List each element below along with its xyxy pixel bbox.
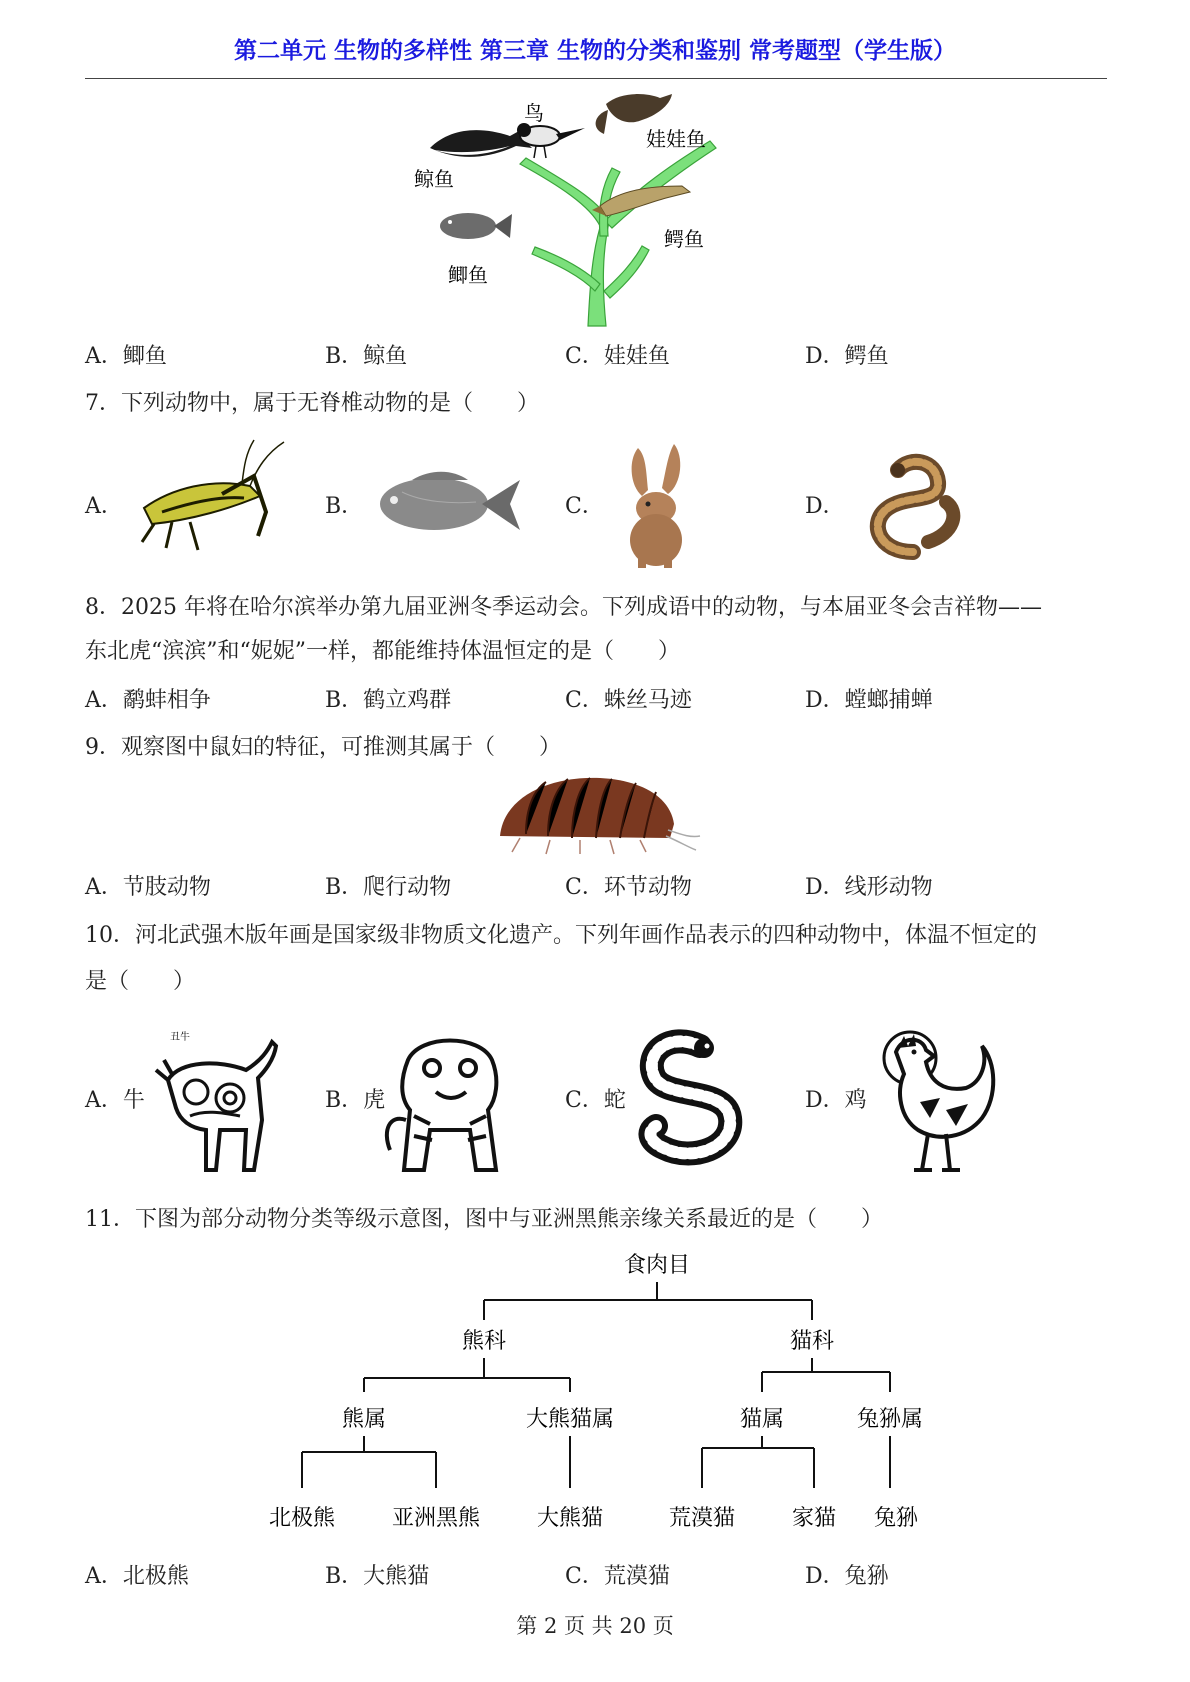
tree-family-cat: 猫科 bbox=[789, 1329, 835, 1354]
q6-option-d[interactable]: D．鳄鱼 bbox=[805, 344, 889, 369]
q8-option-a[interactable]: A．鹬蚌相争 bbox=[85, 688, 211, 713]
q9-option-a[interactable]: A．节肢动物 bbox=[85, 875, 211, 900]
q11-option-a[interactable]: A．北极熊 bbox=[85, 1564, 189, 1589]
tree-branch-left-high bbox=[520, 158, 608, 226]
tree-branch-right-low bbox=[604, 246, 649, 298]
q7-option-d-letter[interactable]: D． bbox=[805, 494, 845, 519]
tree-species-giant-panda: 大熊猫 bbox=[536, 1506, 604, 1531]
q9-option-d[interactable]: D．线形动物 bbox=[805, 875, 933, 900]
page-footer: 第 2 页 共 20 页 bbox=[516, 1614, 674, 1638]
q8-option-b[interactable]: B．鹤立鸡群 bbox=[325, 688, 452, 713]
q7-option-c-letter[interactable]: C． bbox=[565, 494, 604, 519]
tree-species-polar-bear: 北极熊 bbox=[268, 1506, 336, 1531]
q10-option-c[interactable]: C．蛇 bbox=[565, 1088, 626, 1113]
tree-species-pallas-cat: 兔狲 bbox=[873, 1506, 919, 1531]
tree-family-bear: 熊科 bbox=[461, 1329, 507, 1354]
ox-woodblock-icon bbox=[150, 1020, 280, 1180]
header-divider bbox=[85, 78, 1107, 79]
svg-text:丑牛: 丑牛 bbox=[170, 1032, 190, 1043]
woodlouse-icon bbox=[490, 768, 700, 858]
q10-option-b[interactable]: B．虎 bbox=[325, 1088, 386, 1113]
q10-stem-line2: 是（ ） bbox=[85, 969, 196, 994]
q11-option-b[interactable]: B．大熊猫 bbox=[325, 1564, 430, 1589]
tree-species-desert-cat: 荒漠猫 bbox=[668, 1506, 736, 1531]
fish-icon[interactable] bbox=[372, 462, 522, 547]
q11-option-d[interactable]: D．兔狲 bbox=[805, 1564, 889, 1589]
tree-genus-otocolobus: 兔狲属 bbox=[856, 1407, 924, 1432]
q6-tree-figure bbox=[414, 86, 800, 331]
tree-genus-felis: 猫属 bbox=[739, 1407, 785, 1432]
tree-genus-ursus: 熊属 bbox=[341, 1407, 387, 1432]
tiger-woodblock-icon bbox=[380, 1020, 520, 1180]
q10-stem-line1: 10．河北武强木版年画是国家级非物质文化遗产。下列年画作品表示的四种动物中，体温不恒定的 bbox=[85, 923, 1037, 948]
q8-option-c[interactable]: C．蛛丝马迹 bbox=[565, 688, 692, 713]
q7-option-b-letter[interactable]: B． bbox=[325, 494, 364, 519]
q7-option-a-letter[interactable]: A． bbox=[85, 494, 123, 519]
label-crucian: 鲫鱼 bbox=[448, 263, 488, 287]
whale-icon bbox=[430, 126, 532, 157]
tree-branch-right-high bbox=[605, 141, 716, 228]
q8-stem-line1: 8．2025 年将在哈尔滨举办第九届亚洲冬季运动会。下列成语中的动物，与本届亚冬会吉祥物—— bbox=[85, 595, 1042, 620]
rooster-woodblock-icon bbox=[870, 1022, 1000, 1182]
q9-option-b[interactable]: B．爬行动物 bbox=[325, 875, 452, 900]
q11-option-c[interactable]: C．荒漠猫 bbox=[565, 1564, 670, 1589]
tree-species-asian-black-bear: 亚洲黑熊 bbox=[391, 1506, 481, 1531]
q8-option-d[interactable]: D．螳螂捕蝉 bbox=[805, 688, 933, 713]
snake-icon[interactable] bbox=[858, 442, 968, 562]
classification-tree bbox=[250, 1240, 950, 1550]
crucian-carp-icon bbox=[440, 213, 512, 239]
q9-option-c[interactable]: C．环节动物 bbox=[565, 875, 692, 900]
tree-order: 食肉目 bbox=[623, 1253, 691, 1278]
tree-branch-left-low bbox=[532, 247, 600, 291]
q7-stem: 7．下列动物中，属于无脊椎动物的是（ ） bbox=[85, 391, 539, 416]
q11-stem: 11．下图为部分动物分类等级示意图，图中与亚洲黑熊亲缘关系最近的是（ ） bbox=[85, 1207, 883, 1232]
page-header-title: 第二单元 生物的多样性 第三章 生物的分类和鉴别 常考题型（学生版） bbox=[233, 38, 957, 64]
label-whale: 鲸鱼 bbox=[414, 167, 454, 191]
q6-option-c[interactable]: C．娃娃鱼 bbox=[565, 344, 670, 369]
q8-stem-line2: 东北虎“滨滨”和“妮妮”一样，都能维持体温恒定的是（ ） bbox=[85, 639, 680, 664]
rabbit-icon[interactable] bbox=[608, 440, 708, 570]
bird-icon bbox=[517, 123, 585, 158]
snake-woodblock-icon bbox=[630, 1022, 760, 1182]
label-bird: 鸟 bbox=[524, 101, 544, 125]
q9-stem: 9．观察图中鼠妇的特征，可推测其属于（ ） bbox=[85, 735, 561, 760]
q10-option-d[interactable]: D．鸡 bbox=[805, 1088, 867, 1113]
tree-genus-panda: 大熊猫属 bbox=[525, 1407, 615, 1432]
q10-option-a[interactable]: A．牛 bbox=[85, 1088, 145, 1113]
grasshopper-icon[interactable] bbox=[132, 438, 282, 563]
label-crocodile: 鳄鱼 bbox=[664, 227, 704, 251]
label-wawa: 娃娃鱼 bbox=[646, 127, 706, 151]
tree-species-domestic-cat: 家猫 bbox=[791, 1506, 837, 1531]
q6-option-b[interactable]: B．鲸鱼 bbox=[325, 344, 408, 369]
q6-option-a[interactable]: A．鲫鱼 bbox=[85, 344, 167, 369]
